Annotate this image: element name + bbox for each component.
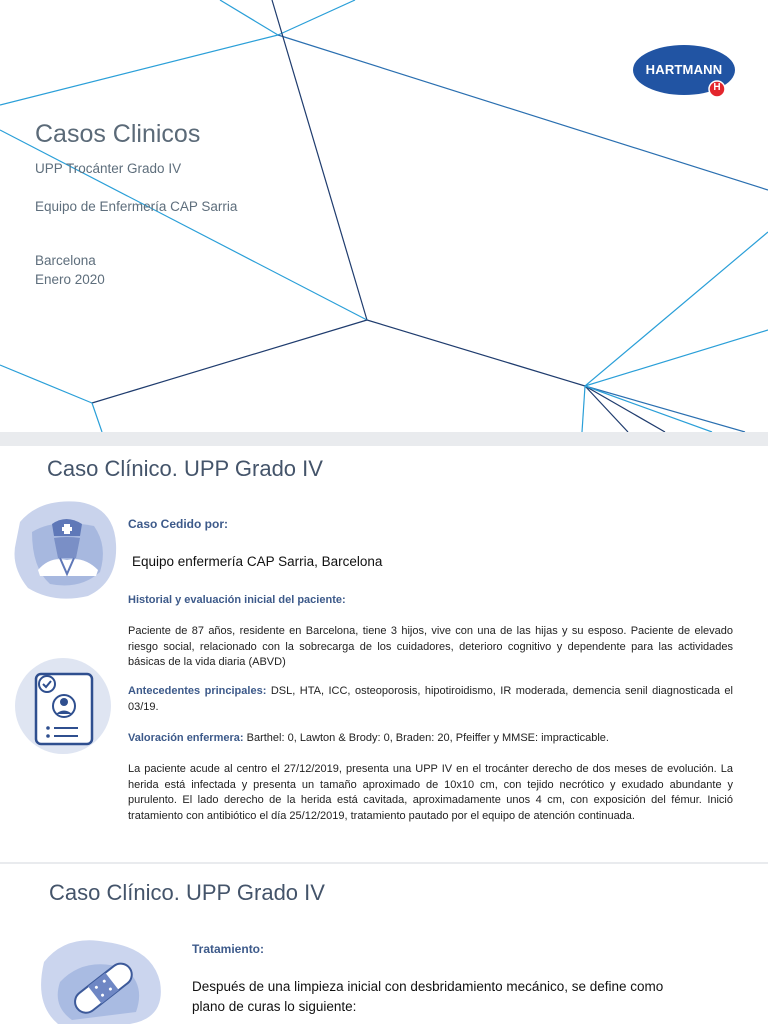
cover-date: Enero 2020: [35, 272, 105, 287]
ceded-by: Equipo enfermería CAP Sarria, Barcelona: [132, 554, 383, 569]
case-heading: Caso Clínico. UPP Grado IV: [47, 456, 323, 481]
history-text: Paciente de 87 años, residente en Barcelona, tiene 3 hijos, vive con una de las hijas y su esposo. Paciente de elevado riesgo social, relacionado con la sobrecarga de los cuidadores, deterioro cognitivo y dependente para las actividades básicas de la vida diaria (ABVD): [128, 625, 733, 668]
assessment-label: Valoración enfermera:: [128, 732, 244, 744]
nurse-illustration-icon: [10, 492, 122, 604]
assessment-text: Barthel: 0, Lawton & Brody: 0, Braden: 20, Pfeiffer y MMSE: impracticable.: [243, 732, 609, 744]
patient-record-icon: [14, 656, 112, 756]
history-label: Historial y evaluación inicial del paciente:: [128, 594, 346, 606]
case-slide: [0, 446, 768, 862]
antecedents-paragraph: [128, 684, 733, 715]
logo-text: HARTMANN: [645, 62, 723, 77]
hartmann-logo: [632, 44, 738, 98]
cover-title: Casos Clinicos: [35, 120, 201, 148]
treatment-text: Después de una limpieza inicial con desbridamiento mecánico, se define como plano de curas lo siguiente:: [192, 979, 664, 1014]
antecedents-label: Antecedentes principales:: [128, 685, 267, 697]
logo-mark: H: [713, 82, 721, 93]
antecedents-text: DSL, HTA, ICC, osteoporosis, hipotiroidismo, IR moderada, demencia senil diagnosticada el 03/19.: [128, 685, 733, 713]
treatment-slide: [0, 864, 768, 1024]
ceded-label: Caso Cedido por:: [128, 517, 229, 531]
treatment-heading: Caso Clínico. UPP Grado IV: [49, 880, 325, 905]
cover-city: Barcelona: [35, 253, 96, 268]
bandage-illustration-icon: [32, 922, 172, 1024]
assessment-paragraph: [128, 731, 733, 747]
cover-team: Equipo de Enfermería CAP Sarria: [35, 199, 238, 214]
cover-slide: [0, 0, 768, 432]
case-description: La paciente acude al centro el 27/12/2019, presenta una UPP IV en el trocánter derecho de dos meses de evolución. La herida está infectada y presenta un tamaño aproximado de 10x10 cm, con tejido necrótico y exudado abundante y purulento. El lado derecho de la herida está cavitada, aproximadamente unos 4 cm, con exposición del fémur. Inició tratamiento con antibiótico el día 25/12/2019, tratamiento pautado por el equipo de atención continuada.: [128, 763, 733, 822]
treatment-label: Tratamiento:: [192, 942, 265, 956]
cover-subtitle: UPP Trocánter Grado IV: [35, 161, 182, 176]
